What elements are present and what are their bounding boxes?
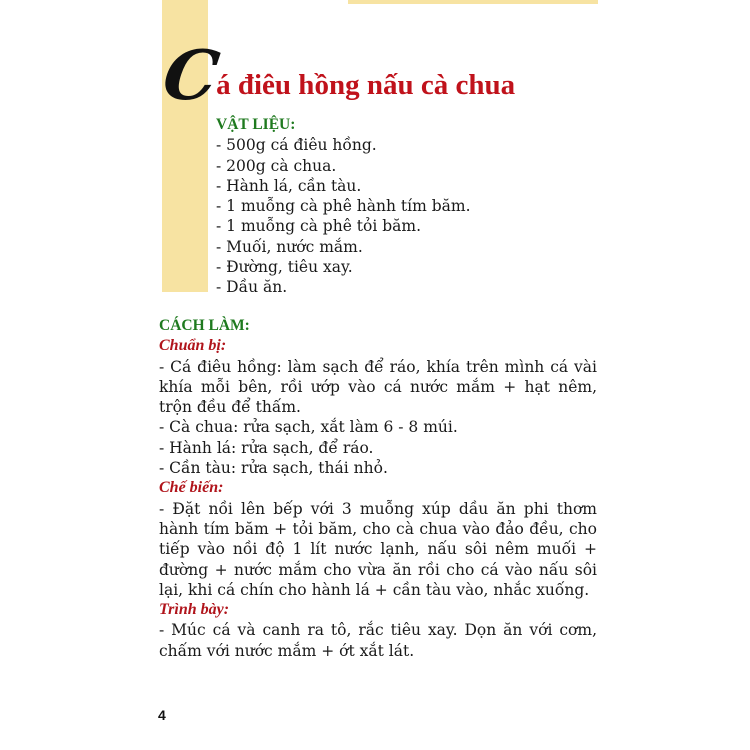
page-number: 4 bbox=[158, 707, 166, 723]
ingredient-item: - Hành lá, cần tàu. bbox=[216, 176, 362, 195]
section-title-cooking: Chế biến: bbox=[159, 479, 224, 497]
ingredient-item: - Muối, nước mắm. bbox=[216, 237, 363, 256]
ingredient-item: - 200g cà chua. bbox=[216, 156, 337, 175]
ingredient-item: - Dầu ăn. bbox=[216, 278, 288, 297]
ingredients-section bbox=[216, 115, 471, 298]
preparation-paragraph: - Cá điêu hồng: làm sạch để ráo, khía trên mình cá vài khía mỗi bên, rồi ướp vào cá nước mắm + hạt nêm, trộn đều để thấm. bbox=[159, 357, 597, 417]
preparation-paragraph: - Hành lá: rửa sạch, để ráo. bbox=[159, 438, 374, 457]
serving-paragraph: - Múc cá và canh ra tô, rắc tiêu xay. Dọn ăn với cơm, chấm với nước mắm + ớt xắt lát. bbox=[159, 621, 597, 660]
ingredient-item: - 500g cá điêu hồng. bbox=[216, 136, 377, 155]
method-section bbox=[159, 316, 599, 661]
title-text: á điêu hồng nấu cà chua bbox=[216, 69, 516, 101]
ingredient-item: - 1 muỗng cà phê hành tím băm. bbox=[216, 197, 471, 216]
section-title-serving: Trình bày: bbox=[159, 601, 230, 619]
preparation-paragraph: - Cần tàu: rửa sạch, thái nhỏ. bbox=[159, 459, 388, 478]
preparation-paragraph: - Cà chua: rửa sạch, xắt làm 6 - 8 múi. bbox=[159, 418, 458, 437]
title-dropcap: C bbox=[158, 36, 220, 116]
ingredient-item: - 1 muỗng cà phê tỏi băm. bbox=[216, 217, 422, 236]
section-title-preparation: Chuẩn bị: bbox=[159, 337, 227, 355]
method-heading: CÁCH LÀM: bbox=[159, 317, 250, 334]
recipe-title bbox=[158, 36, 516, 116]
decorative-yellow-band-top bbox=[348, 0, 598, 4]
cooking-paragraph: - Đặt nồi lên bếp với 3 muỗng xúp dầu ăn phi thơm hành tím băm + tỏi băm, cho cà chua vào đảo đều, cho tiếp vào nồi độ 1 lít nước lạnh, nấu sôi nêm muối + đường + nước mắm cho vừa ăn rồi cho cá vào nấu sôi lại, khi cá chín cho hành lá + cần tàu vào, nhắc xuống. bbox=[159, 499, 597, 599]
ingredients-heading: VẬT LIỆU: bbox=[216, 116, 296, 133]
ingredient-item: - Đường, tiêu xay. bbox=[216, 258, 353, 277]
